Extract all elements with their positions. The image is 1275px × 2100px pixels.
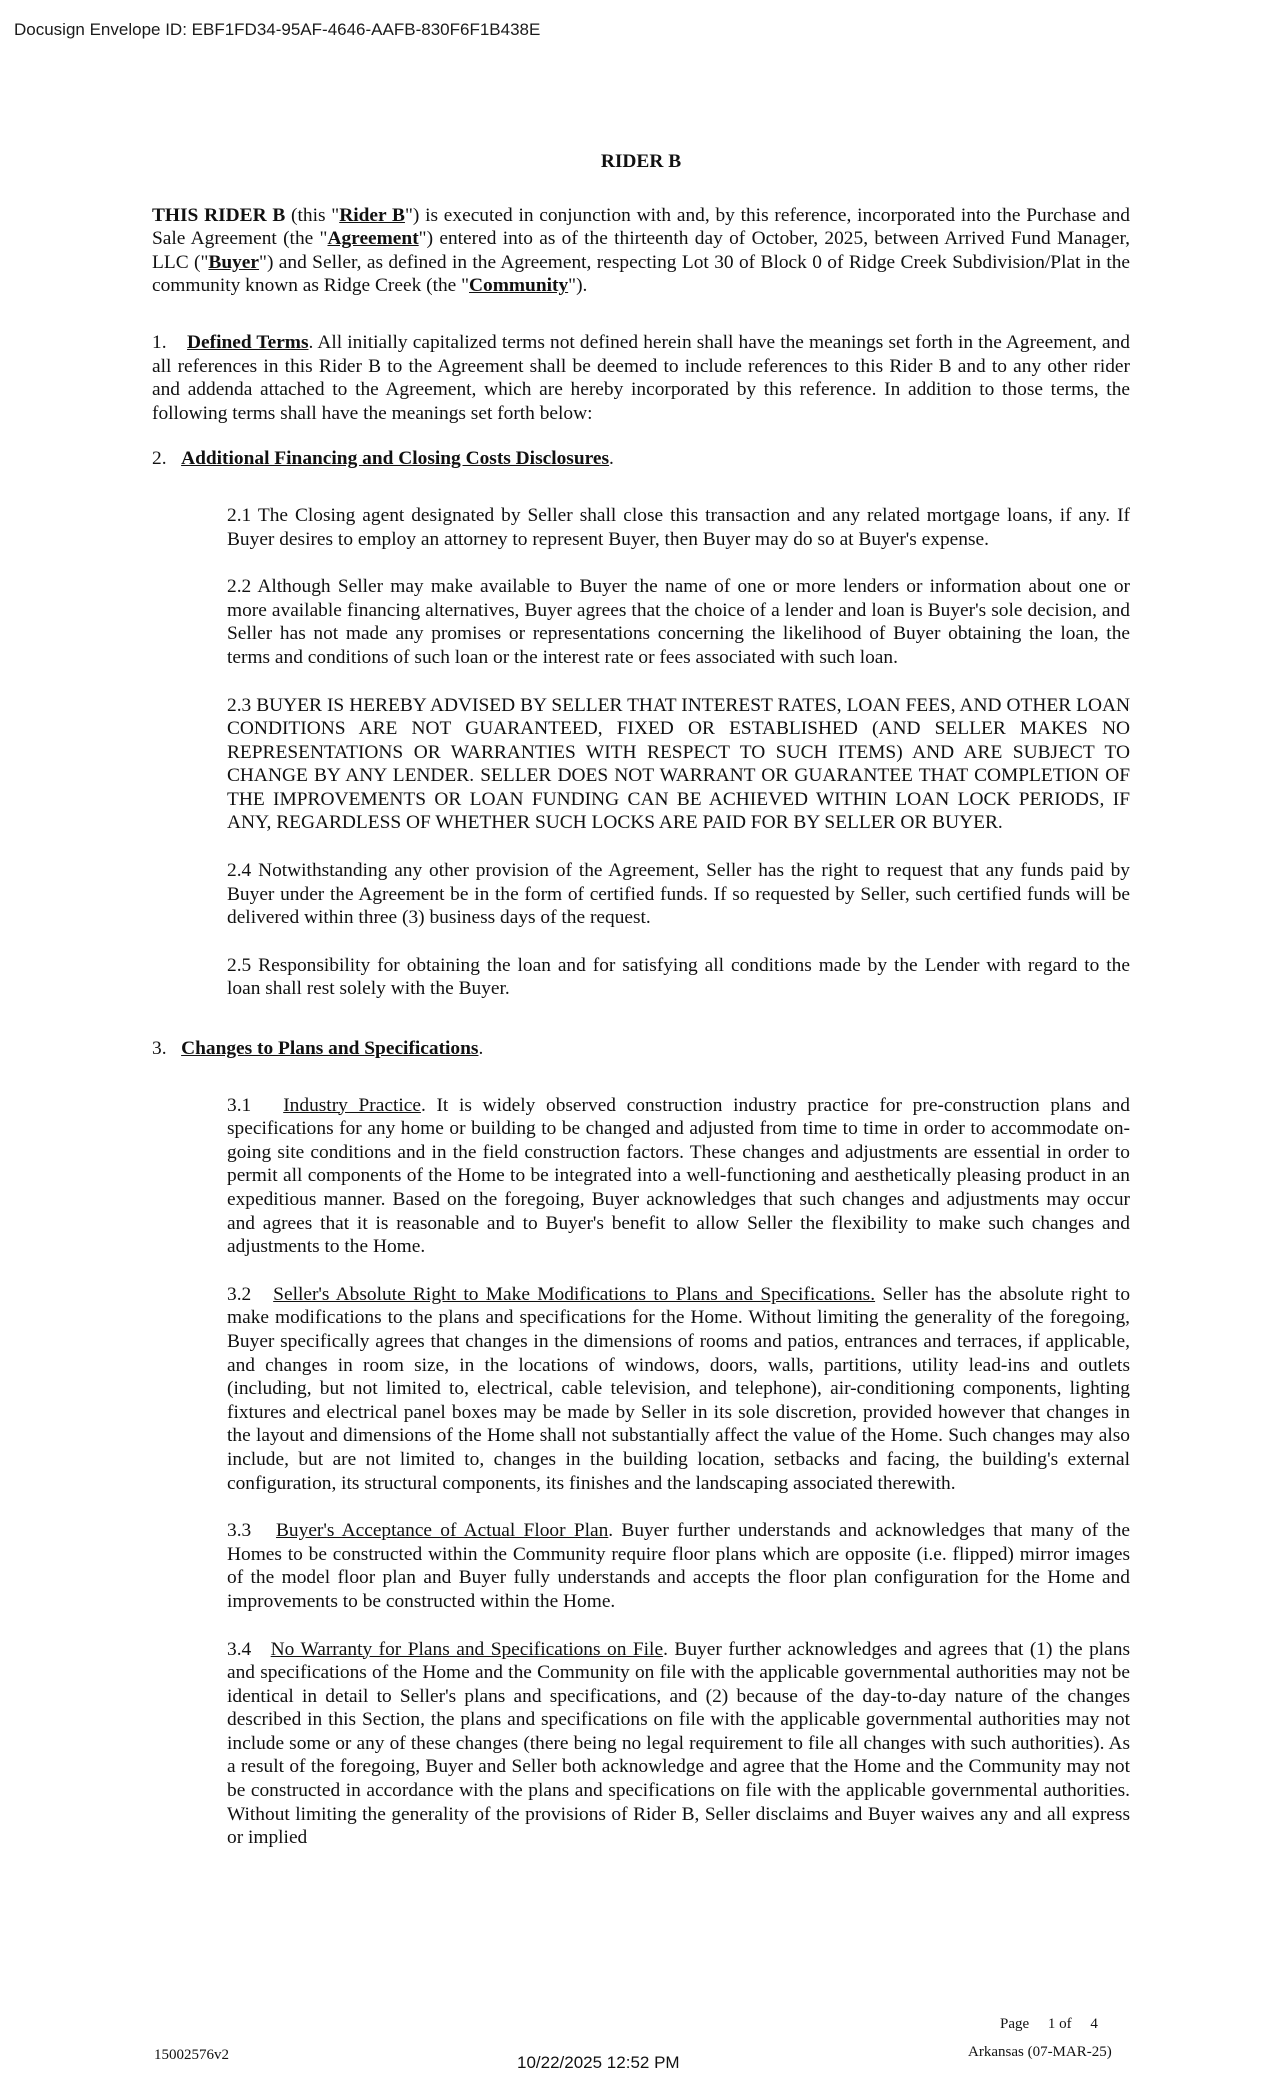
section-2-4: 2.4 Notwithstanding any other provision of the Agreement, Seller has the right to request that any funds paid by Buyer under the Agreement be in the form of certified funds. If so requested by Seller, such certified funds will be delivered within three (3) business days of the request.: [227, 860, 1130, 929]
intro-lead: THIS RIDER B: [152, 204, 286, 226]
section-3-number: 3.: [152, 1038, 182, 1060]
section-3-2-number: 3.2: [227, 1283, 274, 1305]
section-1-number: 1.: [152, 331, 188, 353]
section-3-heading-period: .: [478, 1038, 484, 1060]
section-2-heading-period: .: [609, 448, 614, 470]
section-2-1: 2.1 The Closing agent designated by Seller shall close this transaction and any related mortgage loans, if any. If Buyer desires to employ an attorney to represent Buyer, then Buyer may do so at Buyer's expense.: [227, 504, 1130, 550]
document-body: [152, 150, 1130, 1850]
section-3-heading-line: [152, 1037, 1130, 1061]
section-1-defined-terms: [152, 331, 1130, 425]
term-agreement: Agreement: [327, 228, 419, 250]
section-2-heading-line: [152, 447, 1130, 471]
section-3-2-title: Seller's Absolute Right to Make Modifications to Plans and Specifications.: [273, 1283, 876, 1305]
section-3-1: [227, 1094, 1130, 1259]
section-2-subsections: [227, 504, 1130, 1001]
section-1-text: . All initially capitalized terms not defined herein shall have the meanings set forth in the Agreement, and all references in this Rider B to the Agreement shall be deemed to include references to this Rider B and to any other rider and addenda attached to the Agreement, which are hereby incorporated by this reference. In addition to those terms, the following terms shall have the meanings set forth below:: [152, 331, 1130, 424]
section-3-2-text: Seller has the absolute right to make modifications to the plans and specifications for the Home. Without limiting the generality of the foregoing, Buyer specifically agrees that changes in the dimensions of rooms and patios, entrances and terraces, if applicable, and changes in room size, in the locations of windows, doors, walls, partitions, utility lead-ins and outlets (including, but not limited to, electrical, cable television, and telephone), air-conditioning components, lighting fixtures and electrical panel boxes may be made by Seller in its sole discretion, provided however that changes in the layout and dimensions of the Home shall not substantially affect the value of the Home. Such changes may also include, but are not limited to, changes in the building location, setbacks and facing, the building's external configuration, its structural components, its finishes and the landscaping associated therewith.: [227, 1283, 1131, 1494]
section-3-4-title: No Warranty for Plans and Specifications on File: [270, 1638, 664, 1660]
intro-paragraph: [152, 204, 1130, 298]
intro-text-3: ") entered into as of the thirteenth day of October, 2025, between Arrived Fund Manager, LLC (": [152, 228, 1131, 273]
section-3-4: [227, 1638, 1130, 1850]
section-3-1-number: 3.1: [227, 1094, 284, 1116]
term-community: Community: [469, 275, 569, 297]
section-3-3-text: . Buyer further understands and acknowledges that many of the Homes to be constructed within the Community require floor plans which are opposite (i.e. flipped) mirror images of the model floor plan and Buyer fully understands and accepts the floor plan configuration for the Home and improvements to be constructed within the Home.: [227, 1520, 1131, 1612]
section-2-3: 2.3 BUYER IS HEREBY ADVISED BY SELLER THAT INTEREST RATES, LOAN FEES, AND OTHER LOAN CONDITIONS ARE NOT GUARANTEED, FIXED OR ESTABLISHED (AND SELLER MAKES NO REPRESENTATIONS OR WARRANTIES WITH RESPECT TO SUCH ITEMS) AND ARE SUBJECT TO CHANGE BY ANY LENDER. SELLER DOES NOT WARRANT OR GUARANTEE THAT COMPLETION OF THE IMPROVEMENTS OR LOAN FUNDING CAN BE ACHIEVED WITHIN LOAN LOCK PERIODS, IF ANY, REGARDLESS OF WHETHER SUCH LOCKS ARE PAID FOR BY SELLER OR BUYER.: [227, 694, 1130, 834]
signing-datetime: 10/22/2025 12:52 PM: [517, 2053, 680, 2072]
document-id: 15002576v2: [154, 2047, 229, 2063]
section-2-heading: Additional Financing and Closing Costs Disclosures: [181, 448, 610, 470]
section-3-4-text: . Buyer further acknowledges and agrees that (1) the plans and specifications of the Home and the Community on file with the applicable governmental authorities may not be identical in detail to Seller's plans and specifications, and (2) because of the day-to-day nature of the changes described in this Section, the plans and specifications on file with the applicable governmental authorities may not include some or any of these changes (there being no legal requirement to file all changes with such authorities). As a result of the foregoing, Buyer and Seller both acknowledge and agree that the Home and the Community may not be constructed in accordance with the plans and specifications on file with the applicable governmental authorities. Without limiting the generality of the provisions of Rider B, Seller disclaims and Buyer waives any and all express or implied: [227, 1638, 1131, 1849]
section-2-2: 2.2 Although Seller may make available to Buyer the name of one or more lenders or information about one or more available financing alternatives, Buyer agrees that the choice of a lender and loan is Buyer's sole decision, and Seller has not made any promises or representations concerning the likelihood of Buyer obtaining the loan, the terms and conditions of such loan or the interest rate or fees associated with such loan.: [227, 576, 1130, 668]
state-form-version: Arkansas (07-MAR-25): [968, 2044, 1112, 2060]
term-buyer: Buyer: [208, 251, 260, 273]
section-2-number: 2.: [152, 448, 182, 470]
document-title: RIDER B: [600, 151, 682, 172]
term-rider-b: Rider B: [339, 204, 405, 226]
docusign-envelope-id: Docusign Envelope ID: EBF1FD34-95AF-4646-AAFB-830F6F1B438E: [14, 20, 541, 39]
section-3-3: [227, 1519, 1130, 1613]
intro-text-5: ").: [568, 275, 588, 297]
intro-text-4: ") and Seller, as defined in the Agreement, respecting Lot 30 of Block 0 of Ridge Creek Subdivision/Plat in the community known as Ridge Creek (the ": [152, 251, 1131, 297]
page-number: Page 1 of 4: [1000, 2016, 1098, 2032]
section-3-1-title: Industry Practice: [283, 1094, 421, 1116]
section-3-subsections: [227, 1094, 1130, 1850]
section-3-3-number: 3.3: [227, 1520, 276, 1542]
section-3-4-number: 3.4: [227, 1638, 271, 1660]
section-3-3-title: Buyer's Acceptance of Actual Floor Plan: [276, 1520, 609, 1542]
section-3-heading: Changes to Plans and Specifications: [181, 1038, 479, 1060]
section-3-1-text: . It is widely observed construction industry practice for pre-construction plans and specifications for any home or building to be changed and adjusted from time to time in order to accommodate on-going site conditions and in the field construction factors. These changes and adjustments are essential in order to permit all components of the Home to be integrated into a well-functioning and aesthetically pleasing product in an expeditious manner. Based on the foregoing, Buyer acknowledges that such changes and adjustments may occur and agrees that it is reasonable and to Buyer's benefit to allow Seller the flexibility to make such changes and adjustments to the Home.: [227, 1094, 1130, 1258]
intro-text-1: (this ": [285, 204, 340, 226]
section-1-heading: Defined Terms: [187, 331, 309, 353]
section-3-2: [227, 1283, 1130, 1495]
intro-text-2: ") is executed in conjunction with and, by this reference, incorporated into the Purchase and Sale Agreement (the ": [152, 204, 1130, 250]
section-2-5: 2.5 Responsibility for obtaining the loan and for satisfying all conditions made by the Lender with regard to the loan shall rest solely with the Buyer.: [227, 954, 1130, 1000]
